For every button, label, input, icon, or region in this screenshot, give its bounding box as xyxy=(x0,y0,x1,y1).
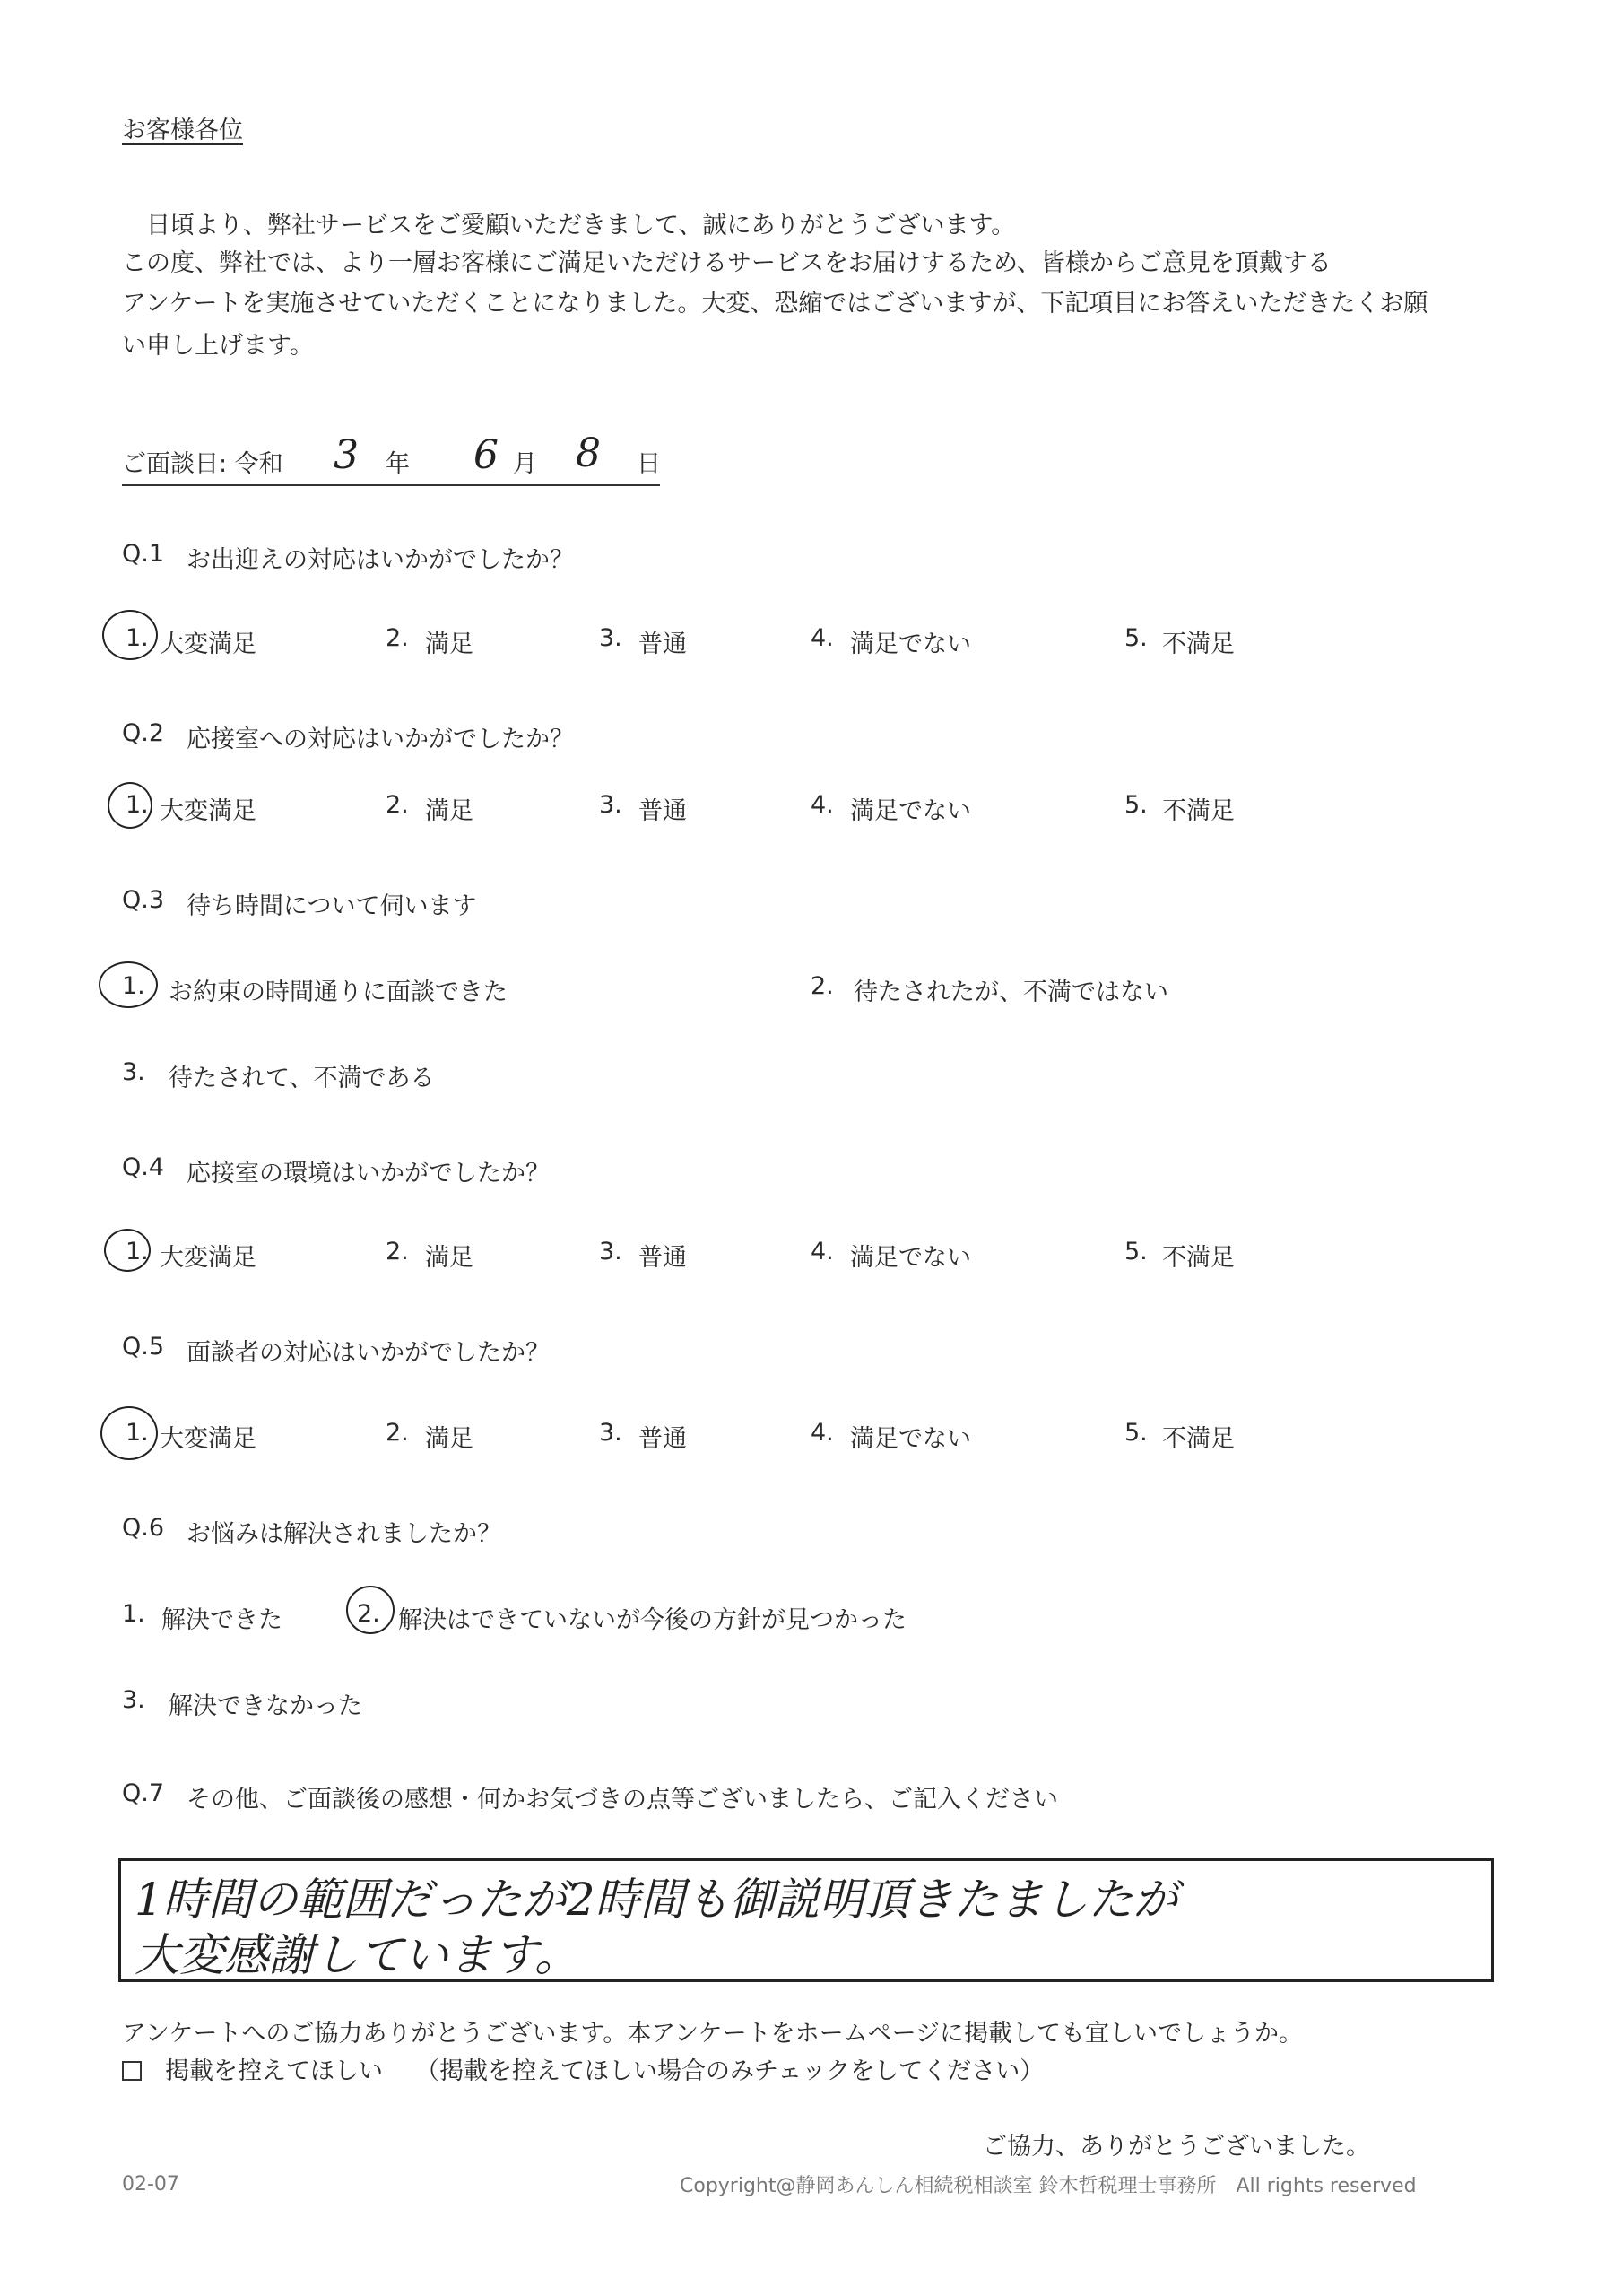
q6-option-1-label[interactable]: 解決できた xyxy=(161,1606,282,1634)
intro-line-4: い申し上げます。 xyxy=(122,332,314,360)
q3-option-1-label[interactable]: お約束の時間通りに面談できた xyxy=(169,978,508,1006)
q2-option-5-label[interactable]: 不満足 xyxy=(1162,797,1235,825)
question-5-text: 面談者の対応はいかがでしたか？ xyxy=(187,1339,550,1367)
q1-option-4-number[interactable]: 4. xyxy=(811,624,834,652)
q1-option-4-label[interactable]: 満足でない xyxy=(850,631,971,658)
q1-option-3-label[interactable]: 普通 xyxy=(638,631,687,658)
date-day-value[interactable]: 8 xyxy=(576,430,601,476)
question-4-id: Q.4 xyxy=(122,1153,165,1181)
form-code: 02-07 xyxy=(122,2173,179,2196)
q2-option-1-number[interactable]: 1. xyxy=(126,791,149,819)
q3-option-1-number[interactable]: 1. xyxy=(122,972,145,1000)
q5-option-3-label[interactable]: 普通 xyxy=(638,1425,687,1453)
q4-option-4-number[interactable]: 4. xyxy=(811,1238,834,1265)
q4-option-2-number[interactable]: 2. xyxy=(386,1238,409,1265)
question-2-text: 応接室への対応はいかがでしたか？ xyxy=(187,726,574,753)
question-1-text: お出迎えの対応はいかがでしたか？ xyxy=(187,546,574,574)
q2-option-2-number[interactable]: 2. xyxy=(386,791,409,819)
q5-option-4-number[interactable]: 4. xyxy=(811,1419,834,1447)
publish-opt-out-note: （掲載を控えてほしい場合のみチェックをしてください） xyxy=(415,2057,1045,2085)
q6-option-2-label[interactable]: 解決はできていないが今後の方針が見つかった xyxy=(398,1606,907,1634)
q2-option-4-number[interactable]: 4. xyxy=(811,791,834,819)
q6-option-2-number[interactable]: 2. xyxy=(357,1600,380,1628)
publish-opt-out-label[interactable]: 掲載を控えてほしい xyxy=(165,2057,383,2085)
q6-option-1-number[interactable]: 1. xyxy=(122,1600,145,1628)
publish-opt-out-checkbox[interactable] xyxy=(122,2061,142,2081)
q6-option-3-number[interactable]: 3. xyxy=(122,1686,145,1714)
closing-thanks: ご協力、ありがとうございました。 xyxy=(983,2133,1370,2161)
question-7-text: その他、ご面談後の感想・何かお気づきの点等ございましたら、ご記入ください xyxy=(187,1786,1058,1813)
q1-option-5-number[interactable]: 5. xyxy=(1124,624,1148,652)
comment-line-2: 大変感謝しています。 xyxy=(135,1929,579,1981)
q1-option-5-label[interactable]: 不満足 xyxy=(1162,631,1235,658)
q2-option-5-number[interactable]: 5. xyxy=(1124,791,1148,819)
q4-option-2-label[interactable]: 満足 xyxy=(425,1244,473,1272)
question-1-id: Q.1 xyxy=(122,540,165,568)
q3-option-2-label[interactable]: 待たされたが、不満ではない xyxy=(854,978,1168,1006)
publish-opt-out-row[interactable] xyxy=(122,2059,1044,2083)
date-month-value[interactable]: 6 xyxy=(473,432,499,478)
q1-option-2-number[interactable]: 2. xyxy=(386,624,409,652)
date-year-value[interactable]: 3 xyxy=(334,432,359,478)
date-day-unit: 日 xyxy=(637,450,661,478)
q2-option-2-label[interactable]: 満足 xyxy=(425,797,473,825)
intro-line-1: 日頃より、弊社サービスをご愛顧いただきまして、誠にありがとうございます。 xyxy=(122,212,1016,239)
question-7-id: Q.7 xyxy=(122,1779,165,1807)
q1-option-2-label[interactable]: 満足 xyxy=(425,631,473,658)
question-3-text: 待ち時間について伺います xyxy=(187,892,477,920)
question-6-text: お悩みは解決されましたか？ xyxy=(187,1520,501,1548)
publish-question: アンケートへのご協力ありがとうございます。本アンケートをホームページに掲載しても宜しいでしょうか。 xyxy=(122,2020,1304,2048)
comment-line-1: 1時間の範囲だったが2時間も御説明頂きたましたが xyxy=(135,1874,1178,1926)
q4-option-3-number[interactable]: 3. xyxy=(599,1238,622,1265)
q5-option-1-label[interactable]: 大変満足 xyxy=(160,1425,256,1453)
q4-option-3-label[interactable]: 普通 xyxy=(638,1244,687,1272)
q2-option-3-number[interactable]: 3. xyxy=(599,791,622,819)
q5-option-2-label[interactable]: 満足 xyxy=(425,1425,473,1453)
q3-option-3-label[interactable]: 待たされて、不満である xyxy=(169,1065,435,1092)
question-3-id: Q.3 xyxy=(122,886,165,914)
q4-option-1-label[interactable]: 大変満足 xyxy=(160,1244,256,1272)
q2-option-1-label[interactable]: 大変満足 xyxy=(160,797,256,825)
q5-option-4-label[interactable]: 満足でない xyxy=(850,1425,971,1453)
date-year-unit: 年 xyxy=(386,450,410,478)
intro-line-3: アンケートを実施させていただくことになりました。大変、恐縮ではございますが、下記項目にお答えいただきたくお願 xyxy=(122,290,1428,317)
intro-line-2: この度、弊社では、より一層お客様にご満足いただけるサービスをお届けするため、皆様からご意見を頂戴する xyxy=(122,249,1332,277)
question-2-id: Q.2 xyxy=(122,719,165,747)
q4-option-5-number[interactable]: 5. xyxy=(1124,1238,1148,1265)
date-month-unit: 月 xyxy=(513,450,537,478)
date-label: ご面談日: 令和 xyxy=(122,450,283,478)
q4-option-4-label[interactable]: 満足でない xyxy=(850,1244,971,1272)
q6-option-3-label[interactable]: 解決できなかった xyxy=(169,1692,362,1720)
q5-option-3-number[interactable]: 3. xyxy=(599,1419,622,1447)
q1-option-1-label[interactable]: 大変満足 xyxy=(160,631,256,658)
question-4-text: 応接室の環境はいかがでしたか？ xyxy=(187,1160,550,1187)
q1-option-1-number[interactable]: 1. xyxy=(126,624,149,652)
greeting: お客様各位 xyxy=(122,117,243,144)
q5-option-5-label[interactable]: 不満足 xyxy=(1162,1425,1235,1453)
q5-option-1-number[interactable]: 1. xyxy=(126,1419,149,1447)
q5-option-5-number[interactable]: 5. xyxy=(1124,1419,1148,1447)
q3-option-3-number[interactable]: 3. xyxy=(122,1058,145,1086)
q2-option-3-label[interactable]: 普通 xyxy=(638,797,687,825)
question-5-id: Q.5 xyxy=(122,1333,165,1361)
copyright: Copyright@静岡あんしん相続税相談室 鈴木哲税理士事務所 All rights reserved xyxy=(680,2175,1417,2197)
question-6-id: Q.6 xyxy=(122,1514,165,1542)
q2-option-4-label[interactable]: 満足でない xyxy=(850,797,971,825)
q1-option-3-number[interactable]: 3. xyxy=(599,624,622,652)
q3-option-2-number[interactable]: 2. xyxy=(811,972,834,1000)
q4-option-1-number[interactable]: 1. xyxy=(126,1238,149,1265)
q5-option-2-number[interactable]: 2. xyxy=(386,1419,409,1447)
q4-option-5-label[interactable]: 不満足 xyxy=(1162,1244,1235,1272)
